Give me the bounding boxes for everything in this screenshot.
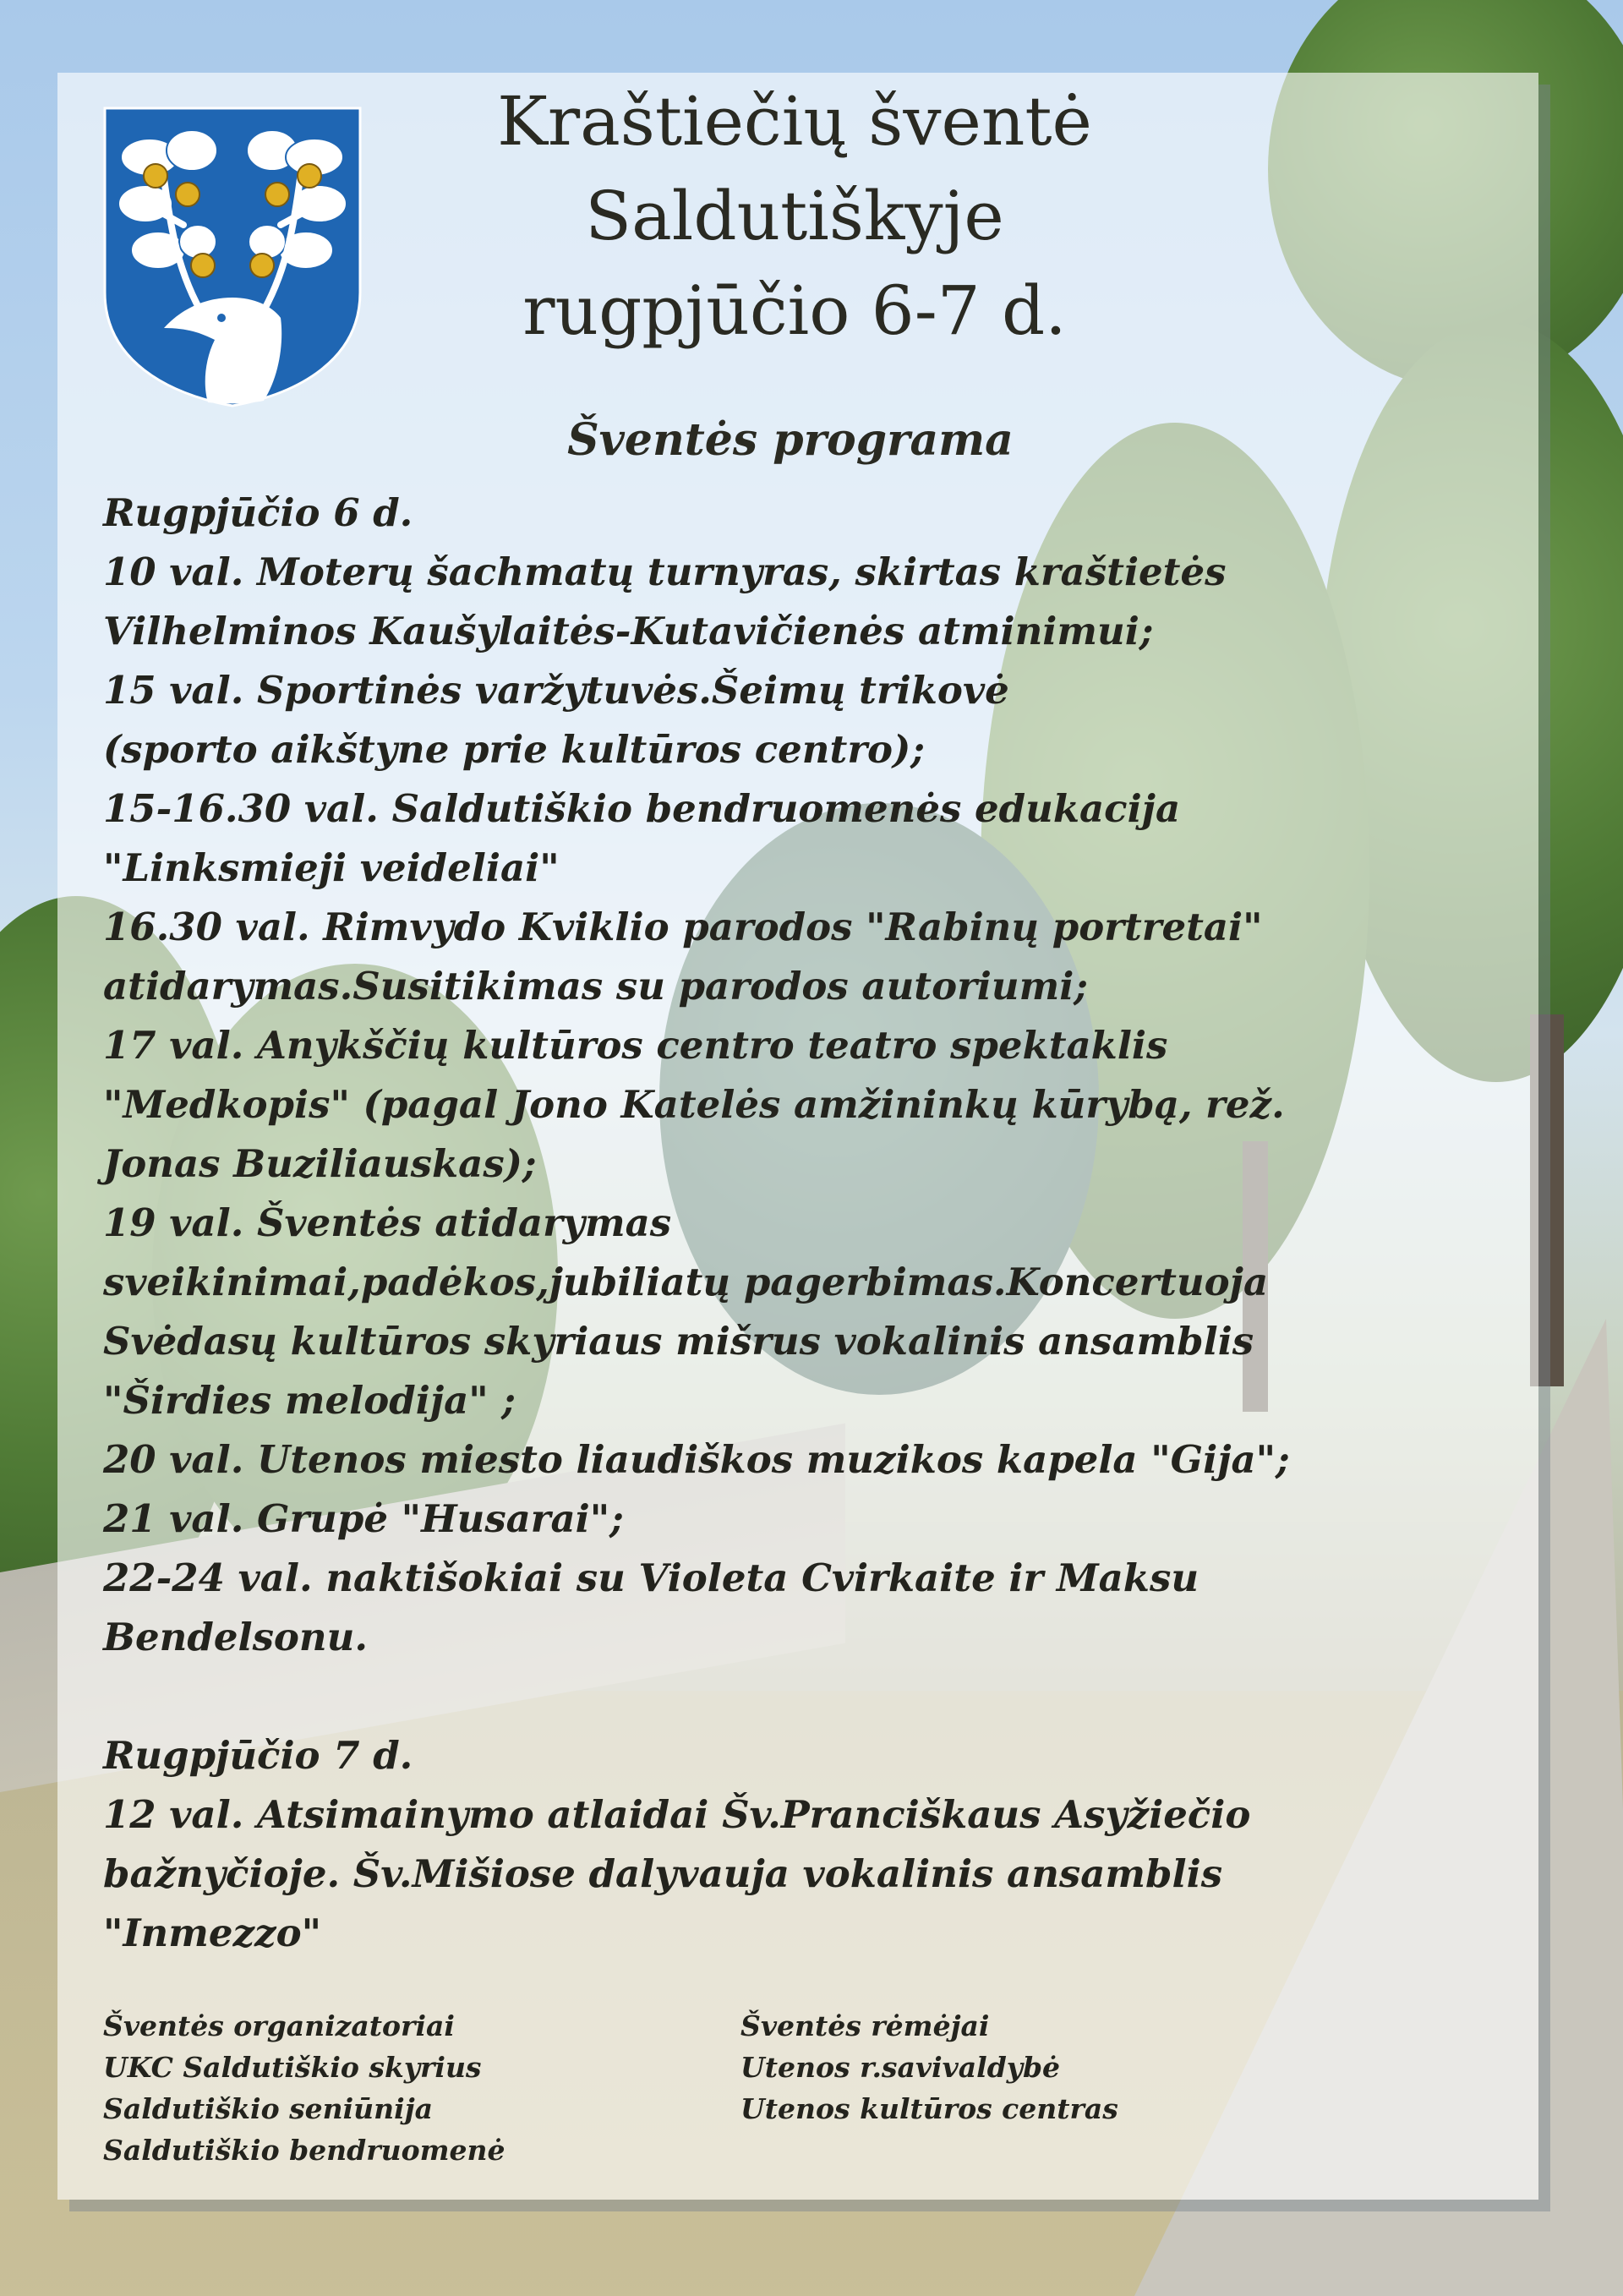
- program-list: [103, 484, 1489, 1963]
- title-line: Kraštiečių šventė: [497, 82, 1092, 161]
- program-line: 17 val. Anykščių kultūros centro teatro spektaklis: [103, 1023, 1168, 1068]
- program-line: 22-24 val. naktišokiai su Violeta Cvirkaite ir Maksu: [103, 1555, 1199, 1600]
- sponsors-heading: Šventės rėmėjai: [740, 2009, 990, 2042]
- sponsors-block: [740, 2005, 1118, 2129]
- program-line: 15-16.30 val. Saldutiškio bendruomenės edukacija: [103, 786, 1181, 831]
- program-line: 19 val. Šventės atidarymas: [103, 1200, 672, 1245]
- program-line: 20 val. Utenos miesto liaudiškos muzikos kapela "Gija";: [103, 1437, 1290, 1482]
- program-line: bažnyčioje. Šv.Mišiose dalyvauja vokalinis ansamblis: [103, 1851, 1223, 1896]
- program-line: 12 val. Atsimainymo atlaidai Šv.Pranciškaus Asyžiečio: [103, 1792, 1251, 1837]
- program-line: Bendelsonu.: [103, 1615, 369, 1659]
- program-line: "Širdies melodija" ;: [103, 1378, 516, 1423]
- day-heading: Rugpjūčio 6 d.: [103, 490, 413, 535]
- program-line: "Linksmieji veideliai": [103, 845, 560, 890]
- program-line: 15 val. Sportinės varžytuvės.Šeimų trikovė: [103, 668, 1009, 713]
- program-line: 10 val. Moterų šachmatų turnyras, skirtas kraštietės: [103, 549, 1227, 594]
- organizer-item: UKC Saldutiškio skyrius: [103, 2051, 482, 2084]
- day-heading: Rugpjūčio 7 d.: [103, 1733, 413, 1778]
- sponsor-item: Utenos kultūros centras: [740, 2092, 1118, 2125]
- program-line: atidarymas.Susitikimas su parodos autoriumi;: [103, 964, 1088, 1009]
- program-line: Jonas Buziliauskas);: [103, 1141, 537, 1186]
- spacer: [103, 1667, 1489, 1726]
- organizers-heading: Šventės organizatoriai: [103, 2009, 455, 2042]
- coat-of-arms-deer-icon: [103, 107, 362, 407]
- program-line: "Medkopis" (pagal Jono Katelės amžininkų kūrybą, rež.: [103, 1082, 1285, 1127]
- organizer-item: Saldutiškio seniūnija: [103, 2092, 434, 2125]
- title-line: Saldutiškyje: [585, 177, 1004, 255]
- sponsor-item: Utenos r.savivaldybė: [740, 2051, 1061, 2084]
- program-line: (sporto aikštyne prie kultūros centro);: [103, 727, 925, 772]
- program-line: Svėdasų kultūros skyriaus mišrus vokalinis ansamblis: [103, 1319, 1254, 1364]
- title-line: rugpjūčio 6-7 d.: [522, 271, 1067, 350]
- organizers-block: [103, 2005, 505, 2171]
- program-line: "Inmezzo": [103, 1911, 322, 1955]
- organizer-item: Saldutiškio bendruomenė: [103, 2134, 505, 2167]
- page-title: [389, 74, 1200, 358]
- program-line: 21 val. Grupė "Husarai";: [103, 1496, 624, 1541]
- program-heading: Šventės programa: [567, 414, 1014, 466]
- program-line: 16.30 val. Rimvydo Kviklio parodos "Rabinų portretai": [103, 905, 1263, 949]
- program-line: Vilhelminos Kaušylaitės-Kutavičienės atminimui;: [103, 609, 1154, 653]
- program-line: sveikinimai,padėkos,jubiliatų pagerbimas.Koncertuoja: [103, 1260, 1269, 1304]
